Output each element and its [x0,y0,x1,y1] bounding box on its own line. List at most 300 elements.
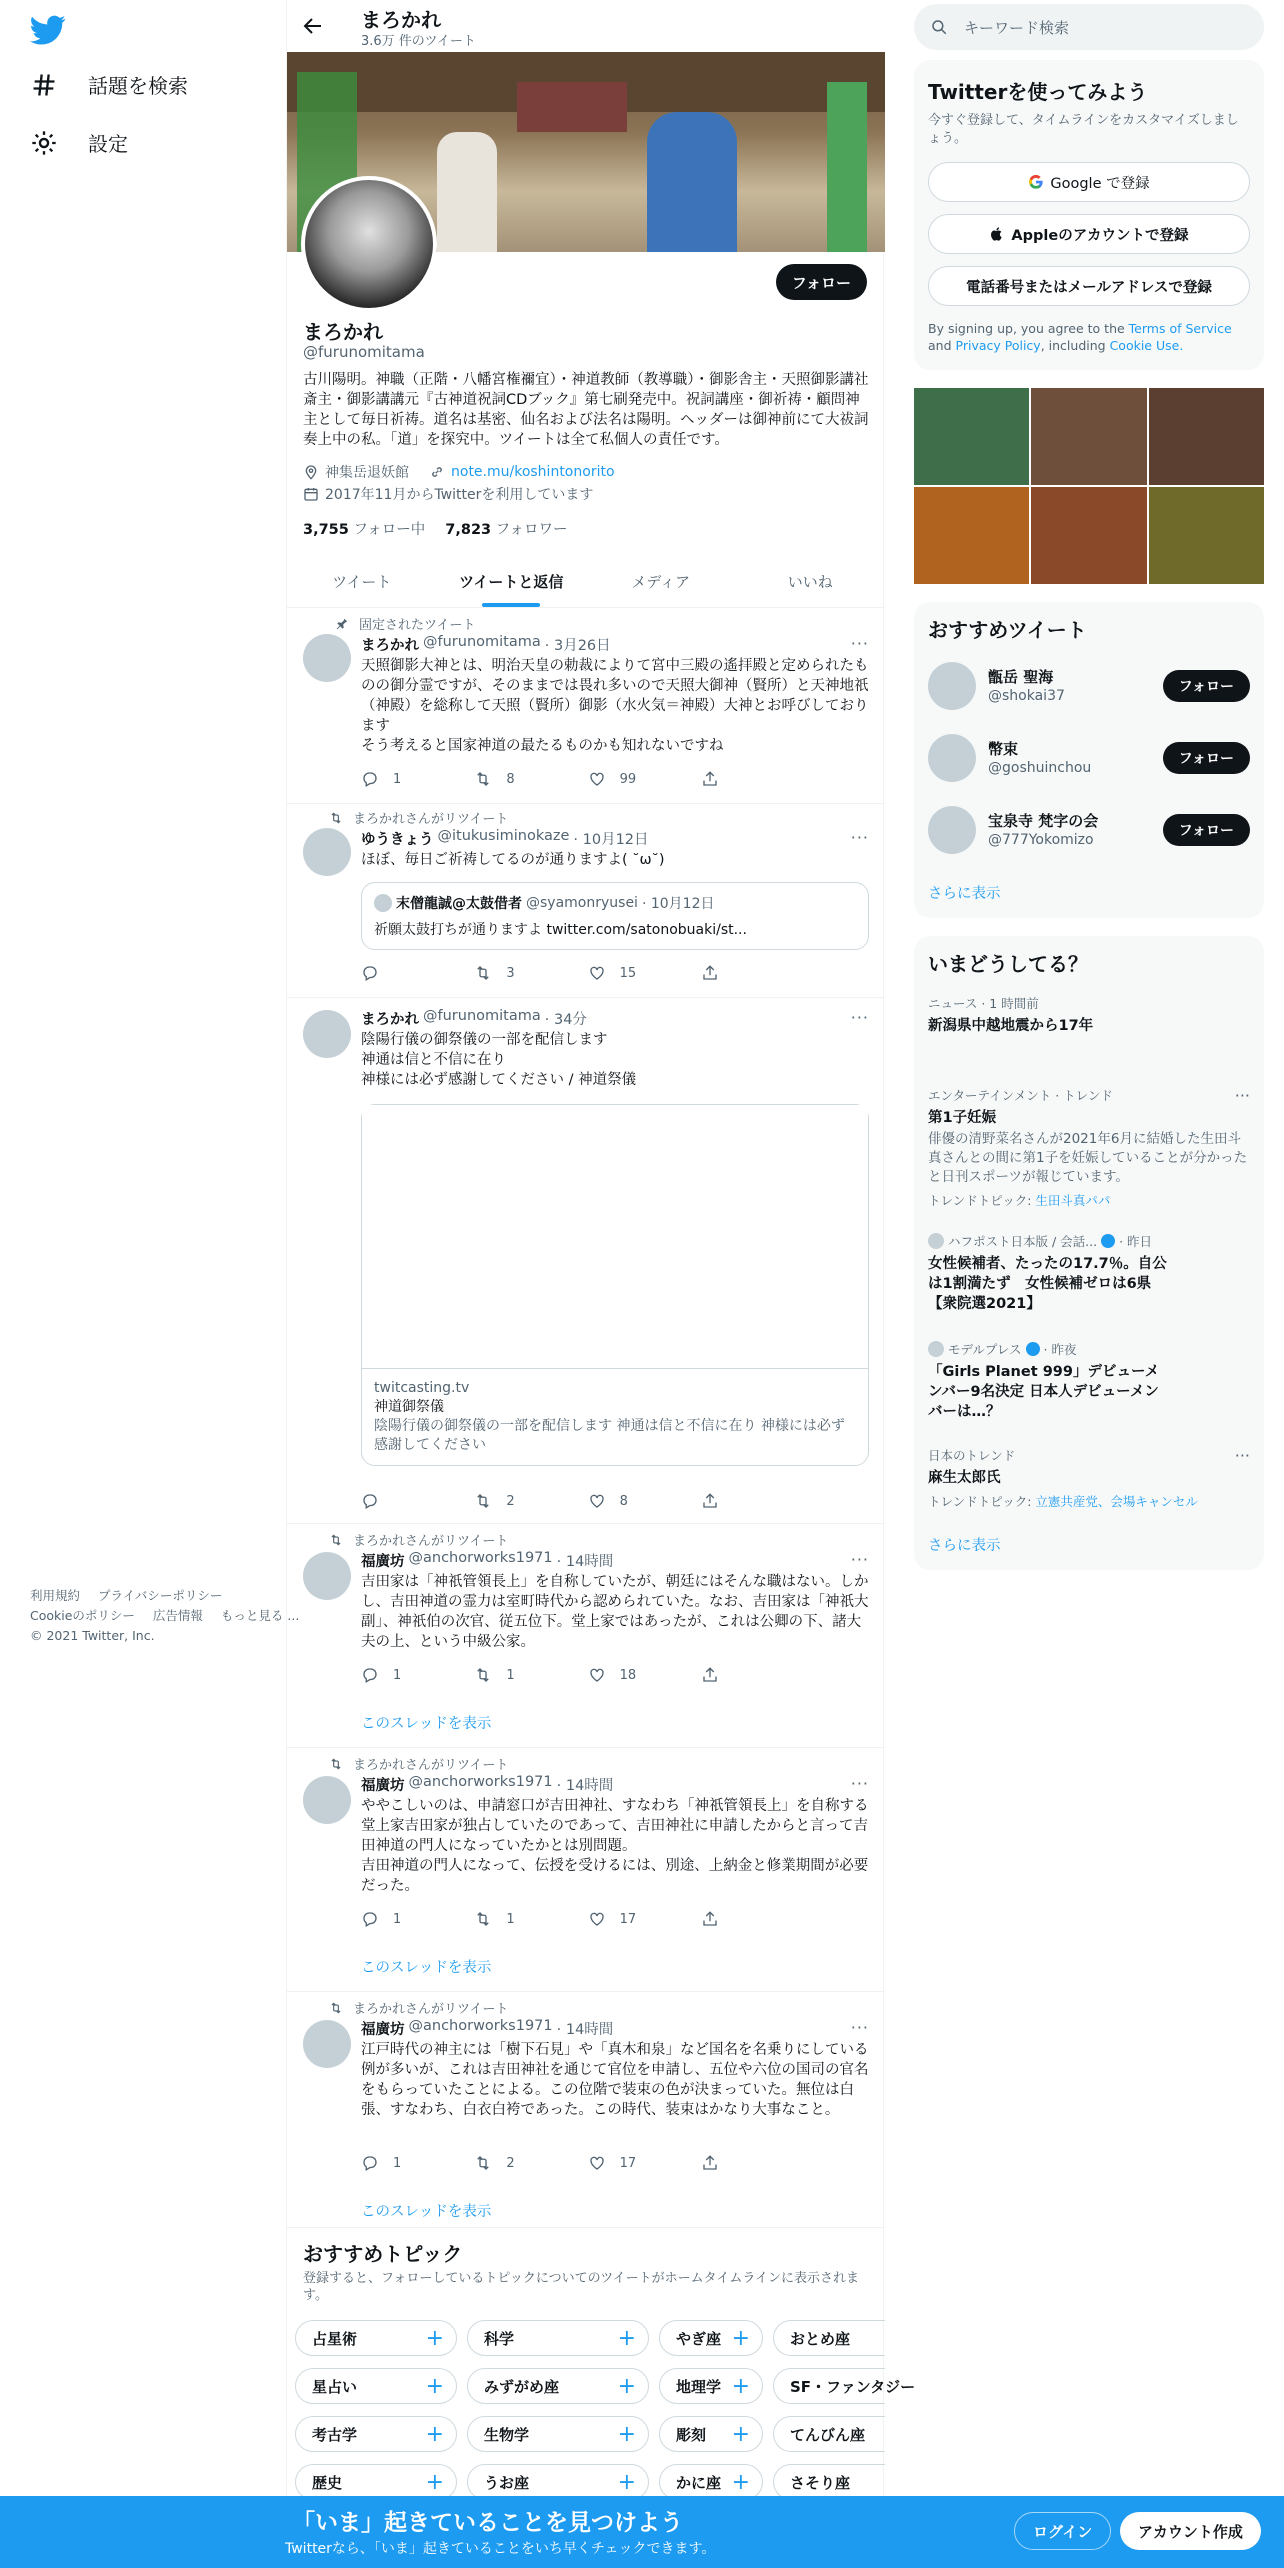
footer-link[interactable]: Cookieのポリシー [30,1608,135,1623]
retweet-icon [329,2001,343,2015]
like-button[interactable] [588,964,668,982]
heart-icon [588,964,606,982]
legal-including: , including [1040,338,1106,353]
profile-header-bar [287,0,885,52]
tweet-actions [361,1910,781,1928]
tweet[interactable] [287,1524,885,1748]
topic-chip[interactable] [467,2368,649,2404]
reply-icon [361,964,379,982]
trend-title: 女性候補者、たったの17.7％。自公は1割満たず 女性候補ゼロは6県【衆院選2021】 [928,1256,1167,1312]
share-icon [701,1910,719,1928]
footer-links [30,1586,360,1646]
verified-badge-icon [1026,1342,1040,1356]
trend-topic-link[interactable]: 生田斗真パパ [1035,1193,1111,1208]
login-button[interactable]: ログイン [1014,2512,1111,2550]
location-pin-icon [303,464,319,480]
recommended-user-name: 甑岳 聖海 [988,668,1054,686]
retweet-button[interactable] [474,964,554,982]
avatar[interactable] [928,662,976,710]
share-button[interactable] [701,1492,781,1510]
tweet-author-name[interactable]: 福廣坊 [361,1778,405,1794]
retweet-count: 3 [506,965,515,981]
tweet-author-handle[interactable]: @anchorworks1971 [408,1774,553,1790]
tweet-author-name[interactable]: 福廣坊 [361,1554,405,1570]
tweet-author-handle[interactable]: @furunomitama [423,634,541,650]
trends-panel [914,936,1264,1570]
trend-topic [928,1191,1250,1209]
tweet-context-label: まろかれさんがリツイート [353,812,509,827]
reply-count: 1 [393,771,402,787]
tweet[interactable] [287,608,885,804]
topic-label: 星占い [312,2377,358,2396]
quoted-text: 祈願太鼓打ちが通りますよ twitter.com/satonobuaki/st... [374,922,747,938]
topic-label: 占星術 [312,2329,358,2348]
follow-button[interactable]: フォロー [776,264,867,300]
tweet-text: ほぼ、毎日ご祈祷してるのが通りますよ( ˘ω˘) [361,852,665,868]
tweet-actions [361,1666,781,1684]
banner-title: 「いま」起きていることを見つけよう [292,2510,683,2536]
share-icon [701,2154,719,2172]
apple-logo-icon [989,226,1005,242]
link-card-body [362,1369,868,1465]
twitter-bird-icon[interactable] [30,12,66,48]
tweet-context-label: まろかれさんがリツイート [353,2002,509,2017]
legal-and: and [928,338,952,353]
heart-icon [588,770,606,788]
privacy-link[interactable]: Privacy Policy [955,338,1041,353]
recommended-user[interactable] [928,806,1250,856]
retweet-count: 1 [506,1667,515,1683]
topic-chip[interactable] [773,2464,885,2500]
like-button[interactable] [588,2154,668,2172]
heart-icon [588,2154,606,2172]
show-more-link[interactable]: さらに表示 [928,886,1001,902]
profile-url-link[interactable]: note.mu/koshintonorito [451,464,615,480]
followers-count: 7,823 [445,522,492,538]
tweet-author-name[interactable]: まろかれ [361,638,419,654]
trend-topic-link[interactable]: 立憲共産党、会場キャンセル [1035,1494,1198,1509]
signup-title: Twitterを使ってみよう [928,80,1148,104]
retweet-button[interactable] [474,2154,554,2172]
tweet-avatar[interactable] [303,828,351,876]
tweet-context-label: 固定されたツイート [359,618,476,633]
tweet-header [361,634,611,655]
cookie-link[interactable]: Cookie Use. [1109,338,1184,353]
reply-count: 1 [393,1911,402,1927]
retweet-count: 2 [506,1493,515,1509]
topic-chip[interactable] [659,2464,763,2500]
tweet-author-handle[interactable]: @anchorworks1971 [408,2018,553,2034]
terms-link[interactable]: Terms of Service [1128,321,1232,336]
trend-meta: ニュース · 1 時間前 [928,996,1039,1011]
heart-icon [588,1666,606,1684]
profile-avatar[interactable] [301,176,437,312]
reply-button[interactable] [361,1910,441,1928]
topic-chip[interactable] [659,2368,763,2404]
plus-icon: + [425,2373,444,2399]
topic-label: 彫刻 [676,2425,707,2444]
plus-icon: + [617,2421,636,2447]
nav-explore[interactable] [30,70,188,99]
tab-tweets-replies[interactable]: ツイートと返信 [437,556,587,607]
share-button[interactable] [701,964,781,982]
reply-button[interactable] [361,770,441,788]
profile-location: 神集岳退妖館 [325,465,409,481]
trend-source: ハフポスト日本版 / 会話... [948,1234,1098,1249]
tweet-context [335,614,475,633]
profile-tabs [287,556,885,608]
tweet-header [361,1008,587,1029]
plus-icon: + [425,2421,444,2447]
profile-joined-row [303,484,593,504]
tweet-header [361,1550,613,1571]
more-icon[interactable]: ··· [1234,1086,1250,1105]
more-icon[interactable]: ··· [850,2018,869,2037]
topic-label: 科学 [484,2329,515,2348]
topics-title: おすすめトピック [303,2242,463,2266]
nav-settings-label: 設定 [88,132,128,156]
link-card[interactable] [361,1104,869,1466]
signup-button[interactable]: アカウント作成 [1120,2512,1261,2550]
like-count: 18 [619,1667,637,1683]
link-card-title: 神道御祭儀 [374,1399,444,1415]
share-icon [701,770,719,788]
show-thread-link[interactable]: このスレッドを表示 [361,1960,492,1976]
media-grid [914,388,1264,584]
legal-prefix: By signing up, you agree to the [928,321,1125,336]
topic-label: おとめ座 [790,2329,851,2348]
tweet-time[interactable]: · 14時間 [556,2022,614,2038]
trend-item[interactable] [928,1232,1250,1314]
trend-item[interactable] [928,1340,1250,1422]
retweet-count: 1 [506,1911,515,1927]
avatar[interactable] [928,806,976,854]
topic-chip[interactable] [773,2416,885,2452]
more-icon[interactable]: ··· [850,1774,869,1793]
topic-chip[interactable] [295,2320,457,2356]
recommended-user-handle: @shokai37 [988,688,1065,704]
reply-icon [361,2154,379,2172]
reply-button[interactable] [361,1666,441,1684]
trend-topic-prefix: トレンドトピック: [928,1494,1032,1509]
tweet-avatar[interactable] [303,1776,351,1824]
tweet-time[interactable]: · 3月26日 [544,638,611,654]
reply-button[interactable] [361,964,441,982]
heart-icon [588,1910,606,1928]
trend-topic [928,1492,1250,1510]
like-count: 99 [619,771,637,787]
reply-button[interactable] [361,1492,441,1510]
follow-stats [303,518,568,539]
media-thumbnail[interactable] [1149,487,1264,584]
tweet-context-label: まろかれさんがリツイート [353,1534,509,1549]
topic-chip[interactable] [295,2416,457,2452]
retweet-icon [329,811,343,825]
show-thread-link[interactable]: このスレッドを表示 [361,2204,492,2220]
plus-icon: + [731,2421,750,2447]
reply-icon [361,770,379,788]
tab-likes[interactable]: いいね [787,573,833,591]
plus-icon: + [617,2325,636,2351]
link-card-description: 陰陽行儀の御祭儀の一部を配信します 神通は信と不信に在り 神様には必ず感謝してください [374,1418,845,1453]
following-link[interactable] [303,518,425,539]
quoted-tweet-header [374,893,856,913]
plus-icon: + [731,2469,750,2495]
search-input[interactable] [914,4,1264,50]
copyright: © 2021 Twitter, Inc. [30,1628,155,1643]
more-icon[interactable]: ··· [850,828,869,847]
tweet-actions [361,1492,781,1510]
recommended-title: おすすめツイート [928,618,1087,642]
tweet-avatar[interactable] [303,2020,351,2068]
hashtag-icon [30,71,58,99]
profile-column [286,0,916,2568]
tweet[interactable] [287,1992,885,2228]
tweet-time[interactable]: · 34分 [544,1012,587,1028]
topic-chip[interactable] [773,2368,916,2404]
signup-subtitle: 今すぐ登録して、タイムラインをカスタマイズしましょう。 [928,113,1239,146]
source-avatar [928,1341,944,1357]
tweet-header [361,1774,613,1795]
plus-icon: + [425,2325,444,2351]
retweet-count: 2 [506,2155,515,2171]
topic-label: てんびん座 [790,2425,866,2444]
share-button[interactable] [701,770,781,788]
trend-item[interactable] [928,1446,1250,1510]
tweet-actions [361,2154,781,2172]
reply-icon [361,1910,379,1928]
recommended-users-panel [914,602,1264,918]
share-button[interactable] [701,1910,781,1928]
more-icon[interactable]: ··· [850,1008,869,1027]
more-icon[interactable]: ··· [1234,1446,1250,1465]
tweet[interactable] [287,1748,885,1992]
retweet-icon [474,964,492,982]
like-count: 17 [619,1911,637,1927]
topic-chip[interactable] [467,2464,649,2500]
avatar[interactable] [928,734,976,782]
retweet-button[interactable] [474,1910,554,1928]
follow-button[interactable]: フォロー [1163,814,1250,846]
reply-icon [361,1666,379,1684]
link-card-domain: twitcasting.tv [374,1380,470,1396]
profile-meta-row [303,462,615,482]
retweet-icon [474,1492,492,1510]
share-icon [701,1492,719,1510]
tweet-text: 江戸時代の神主には「樹下石見」や「真木和泉」など国名を名乗りにしている例が多いが、これは吉田神社を通じて官位を申請し、五位や六位の国司の官名をもらっていたことによる。この位階で装束の色が決まっていた。無位は白張、すなわち、白衣白袴であった。この時代、装束はかなり大事なこと。 [361,2042,869,2118]
more-icon[interactable]: ··· [850,1550,869,1569]
following-count: 3,755 [303,522,349,538]
topic-label: 歴史 [312,2473,343,2492]
nav-settings[interactable] [30,128,128,157]
retweet-button[interactable] [474,1492,554,1510]
link-card-image [362,1105,868,1369]
reply-icon [361,1492,379,1510]
topic-label: みずがめ座 [484,2377,560,2396]
trends-title: いまどうしてる？ [928,952,1088,976]
trend-title: 麻生太郎氏 [928,1470,1001,1486]
header-name: まろかれ [361,8,441,32]
followers-link[interactable] [445,518,567,539]
like-button[interactable] [588,1910,668,1928]
topic-chip[interactable] [659,2416,763,2452]
like-count: 15 [619,965,637,981]
tweet-context [329,1998,508,2017]
trend-meta: エンターテインメント · トレンド [928,1088,1113,1103]
tweet-author-name[interactable]: ゆうきょう [361,832,434,848]
like-button[interactable] [588,770,668,788]
retweet-icon [474,1910,492,1928]
tweet-time[interactable]: · 14時間 [556,1554,614,1570]
tab-media[interactable]: メディア [631,573,691,591]
profile-joined: 2017年11月からTwitterを利用しています [325,487,594,503]
recommended-user[interactable] [928,734,1250,784]
verified-badge-icon [1101,1234,1115,1248]
trend-meta [928,1340,1250,1358]
share-icon [701,1666,719,1684]
plus-icon: + [425,2469,444,2495]
profile-bio: 古川陽明。神職（正階・八幡宮権禰宜）・神道教師（教導職）・御影舎主・天照御影講社斎主・御影講講元『古神道祝詞CDブック』第七刷発売中。祝詞講座・御祈祷・顧問神主として毎日祈祷。道名は基密、仙名および法名は陽明。ヘッダーは御神前にて大祓詞奏上中の私。「道」を探究中。ツイートは全て私個人の責任です。 [303,372,869,448]
header-tweet-count: 3.6万 件のツイート [361,34,476,49]
plus-icon: + [731,2325,750,2351]
trend-title: 新潟県中越地震から17年 [928,1018,1094,1034]
recommended-user-handle: @777Yokomizo [988,832,1094,848]
trend-item[interactable] [928,1086,1250,1209]
follow-button[interactable]: フォロー [1163,742,1250,774]
topic-label: SF・ファンタジー [790,2377,916,2396]
media-thumbnail[interactable] [1149,388,1264,485]
tweet-author-name[interactable]: 福廣坊 [361,2022,405,2038]
plus-icon: + [617,2469,636,2495]
share-button[interactable] [701,2154,781,2172]
following-label: フォロー中 [353,522,426,538]
trend-time: · 昨夜 [1043,1342,1077,1357]
topic-chip[interactable] [659,2320,763,2356]
reply-count: 1 [393,1667,402,1683]
google-signup-button[interactable] [928,162,1250,202]
tweet-avatar[interactable] [303,634,351,682]
trend-description: 俳優の清野菜名さんが2021年6月に結婚した生田斗真さんとの間に第1子を妊娠していることが分かったと日刊スポーツが報じています。 [928,1131,1248,1185]
footer-link[interactable]: プライバシーポリシー [98,1588,223,1603]
media-thumbnail[interactable] [1031,487,1146,584]
tab-tweets[interactable]: ツイート [332,573,392,591]
tweet[interactable] [287,998,885,1524]
reply-button[interactable] [361,2154,441,2172]
follow-button[interactable]: フォロー [1163,670,1250,702]
trend-time: · 昨日 [1119,1234,1153,1249]
phone-email-signup-button[interactable]: 電話番号またはメールアドレスで登録 [928,266,1250,306]
retweet-icon [474,2154,492,2172]
signup-panel [914,60,1264,370]
tweet-author-handle[interactable]: @anchorworks1971 [408,1550,553,1566]
topic-label: 地理学 [676,2377,722,2396]
retweet-button[interactable] [474,770,554,788]
retweet-icon [329,1533,343,1547]
quoted-author-handle: @syamonryusei [526,895,638,911]
topic-chip[interactable] [773,2320,885,2356]
topic-label: やぎ座 [676,2329,722,2348]
tweet-actions [361,964,781,982]
tweet-text: 陰陽行儀の御祭儀の一部を配信します 神通は信と不信に在り 神様には必ず感謝してください / 神道祭儀 [361,1032,637,1088]
share-button[interactable] [701,1666,781,1684]
tweet-author-handle[interactable]: @furunomitama [423,1008,541,1024]
quoted-tweet[interactable] [361,882,869,950]
recommended-user[interactable] [928,662,1250,712]
topic-chip[interactable] [467,2416,649,2452]
like-count: 8 [619,1493,628,1509]
recommended-user-name: 宝泉寺 梵字の会 [988,812,1099,830]
footer-link[interactable]: 広告情報 [152,1608,203,1623]
tweet-author-handle[interactable]: @itukusiminokaze [437,828,570,844]
search-icon [930,18,948,36]
tweet[interactable] [287,804,885,998]
retweet-button[interactable] [474,1666,554,1684]
retweet-icon [329,1757,343,1771]
plus-icon: + [731,2373,750,2399]
banner-subtitle: Twitterなら、「いま」起きていることをいち早くチェックできます。 [285,2541,716,2557]
trend-title: 「Girls Planet 999」デビューメンバー9名決定 日本人デビューメンバーは…？ [928,1364,1160,1420]
profile-handle: @furunomitama [303,343,425,361]
tweet-header [361,2018,613,2039]
tweet-time[interactable]: · 14時間 [556,1778,614,1794]
media-thumbnail[interactable] [1031,388,1146,485]
like-button[interactable] [588,1492,668,1510]
google-signup-label: Google で登録 [1050,175,1150,192]
tweet-context [329,1530,508,1549]
retweet-count: 8 [506,771,515,787]
like-button[interactable] [588,1666,668,1684]
topic-chip[interactable] [467,2320,649,2356]
retweet-icon [474,770,492,788]
more-icon[interactable]: ··· [850,634,869,653]
footer-link[interactable]: もっと見る ... [220,1608,300,1623]
media-thumbnail[interactable] [914,388,1029,485]
tweet-context-label: まろかれさんがリツイート [353,1758,509,1773]
topic-chip[interactable] [295,2464,457,2500]
tweet-avatar[interactable] [303,1010,351,1058]
signup-banner [0,2496,1284,2568]
topic-label: 考古学 [312,2425,358,2444]
tweet-author-name[interactable]: まろかれ [361,1012,419,1028]
quoted-time: · 10月12日 [641,896,715,912]
tweet-text: 天照御影大神とは、明治天皇の勅裁によりて宮中三殿の遙拝殿と定められたものの御分霊ですが、そのままでは畏れ多いので天照大御神（賢所）と天神地祇（神殿）を総称して天照（賢所）御影（水火気＝神殿）大神とお呼びしております そう考えると国家神道の最たるものかも知れないですね [361,658,869,754]
share-icon [701,964,719,982]
footer-link[interactable]: 利用規約 [30,1588,81,1603]
topic-label: さそり座 [790,2473,851,2492]
apple-signup-button[interactable] [928,214,1250,254]
gear-icon [30,129,58,157]
topic-chip[interactable] [295,2368,457,2404]
trend-meta [928,1232,1250,1250]
followers-label: フォロワー [495,522,568,538]
calendar-icon [303,486,319,502]
trend-item[interactable] [928,994,1250,1036]
show-thread-link[interactable]: このスレッドを表示 [361,1716,492,1732]
media-thumbnail[interactable] [914,487,1029,584]
trend-topic-prefix: トレンドトピック: [928,1193,1032,1208]
signup-legal-text [928,320,1250,354]
tweet-time[interactable]: · 10月12日 [573,832,649,848]
like-count: 17 [619,2155,637,2171]
heart-icon [588,1492,606,1510]
recommended-user-handle: @goshuinchou [988,760,1092,776]
nav-explore-label: 話題を検索 [88,74,188,98]
tweet-context [329,808,508,827]
source-avatar [928,1233,944,1249]
tweet-text: ややこしいのは、申請窓口が吉田神社、すなわち「神祇管領長上」を自称する堂上家吉田家が独占していたのであって、吉田神社に申請したからと言って吉田神道の門人になっていたかとは別問題。 吉田神道の門人になって、伝授を受けるには、別途、上納金と修業期間が必要だった。 [361,1798,869,1894]
back-arrow-icon[interactable] [301,14,325,38]
show-more-link[interactable]: さらに表示 [928,1538,1001,1554]
